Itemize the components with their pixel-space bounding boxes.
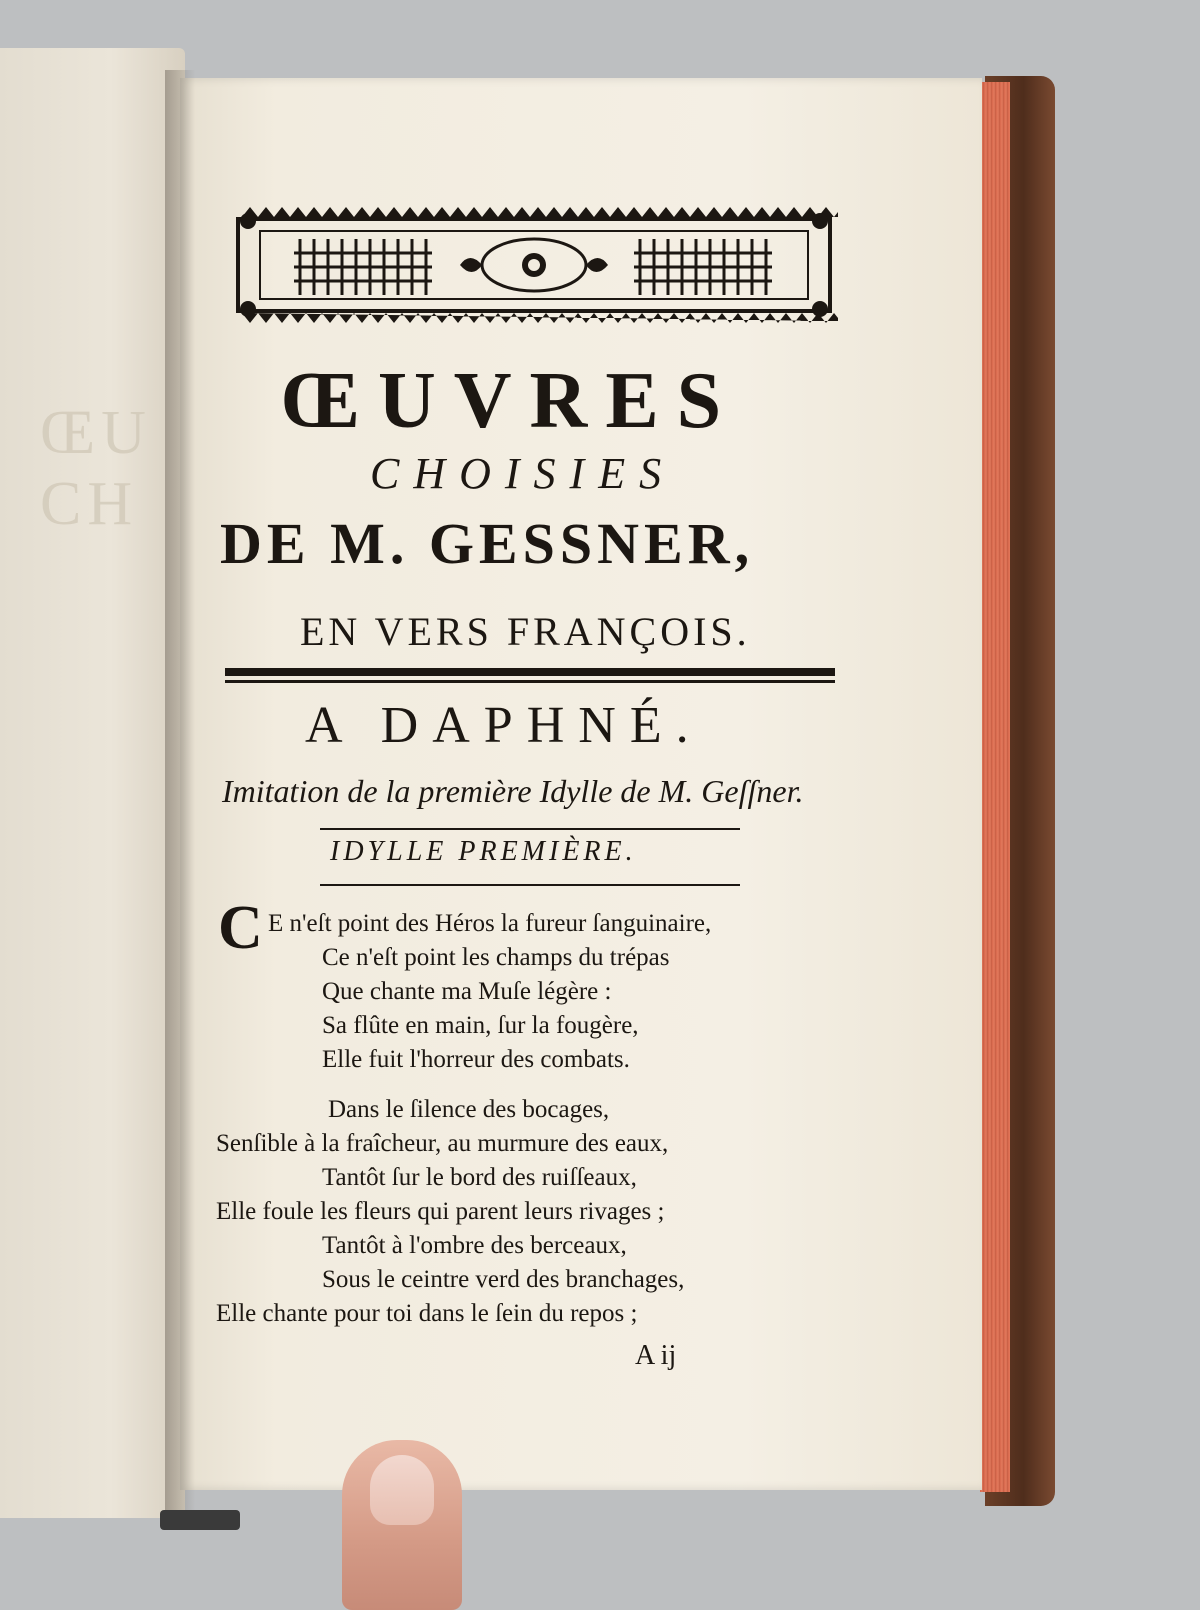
page-edges <box>980 82 1010 1492</box>
left-page <box>0 48 185 1518</box>
section-rule-bottom <box>320 884 740 886</box>
verse-line: Que chante ma Muſe légère : <box>322 978 612 1005</box>
right-page <box>180 78 982 1490</box>
verse-line: Elle foule les fleurs qui parent leurs rivages ; <box>216 1198 665 1225</box>
verse-line: Tantôt ſur le bord des ruiſſeaux, <box>322 1164 637 1191</box>
section-rule-top <box>320 828 740 830</box>
decorative-headpiece <box>230 203 838 328</box>
signature-mark: A ij <box>635 1340 677 1371</box>
page-clip <box>160 1510 240 1530</box>
left-page-bleedthrough: ŒU CH <box>40 399 152 538</box>
verse-line: Tantôt à l'ombre des berceaux, <box>322 1232 627 1259</box>
verse-line: Elle fuit l'horreur des combats. <box>322 1046 630 1073</box>
verse-line: Senſible à la fraîcheur, au murmure des eaux, <box>216 1130 669 1157</box>
title-author: DE M. GESSNER, <box>220 511 755 576</box>
title-choisies: CHOISIES <box>370 449 676 498</box>
verse-line: Dans le ſilence des bocages, <box>328 1096 610 1123</box>
verse-line: Sous le ceintre verd des branchages, <box>322 1266 685 1293</box>
verse-line: Ce n'eſt point les champs du trépas <box>322 944 670 971</box>
title-oeuvres: ŒUVRES <box>280 357 740 445</box>
spine-shadow <box>165 70 195 1520</box>
thumbnail <box>370 1455 434 1525</box>
verse-line: Elle chante pour toi dans le ſein du repos ; <box>216 1300 638 1327</box>
divider-thick <box>225 668 835 676</box>
verse-line: E n'eſt point des Héros la fureur ſanguinaire, <box>268 910 712 937</box>
drop-cap: C <box>218 894 263 962</box>
section-heading: IDYLLE PREMIÈRE. <box>330 836 637 867</box>
divider-thin <box>225 680 835 683</box>
title-language: EN VERS FRANÇOIS. <box>300 609 751 654</box>
verse-line: Sa flûte en main, ſur la fougère, <box>322 1012 639 1039</box>
dedication-heading: A DAPHNÉ. <box>305 697 703 754</box>
dedication-subtitle: Imitation de la première Idylle de M. Geſſner. <box>222 773 804 809</box>
